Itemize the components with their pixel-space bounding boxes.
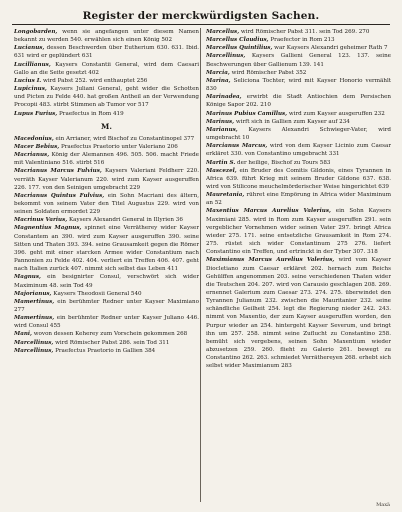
index-entry (14, 143, 199, 151)
entry-text: Kaysers Juliani General, geht wider die Schotten und Picten zu Felde 440. hat großen Antheil an der Verwendung Procopii 483. stirbt Stimmen ab Tumor vor 517 (14, 86, 199, 109)
entry-headword: Lupus Furius, (14, 110, 58, 117)
entry-text: wird vom Kayser Diocletiano zum Caesar erkläret 202. hernach zum Reichs Gehülffen angenommen 203. seine verschiedenen Thaten wider die Teutschen 204. 207. wird von Carausio geschlagen 208. 269. ernennet Galerium zum Caesar 273. 274. 275. überwindet den Tyrannen Julianum 232. zwischen die Mauritanier 232. seine schändliche Geilheit 254. legt die Regierung nieder 242. 243. nimmt von Maxentio, der zum Kayser ausgeruffen worden, den Purpur wieder an 254. hintergeht Kayser Severum, und bringt ihn um 257. 258. nimmt seine Zuflucht zu Constantino 258. bemüht sich vergebens, seinen Sohn Maxentium wieder abzusetzen 259. 260. flieht zu Galerio 261. bewegt zu Constantino 262. 263. schmiedet Verräthereyen 268. erhebt sich selbst wider Maximianum 283 (206, 257, 391, 370)
index-entry (206, 36, 391, 44)
index-entry (14, 167, 199, 191)
index-entry (14, 273, 199, 289)
entry-text: ein Bruder des Comitis Gildonis, eines Tyrannen in Africa 639. führt Krieg mit seinem Bruder Gildone 637. 638. wird von Stilicone meuchelmörderischer Weise hingerichtet 639 (206, 167, 391, 190)
entry-headword: Magnus, (14, 274, 41, 281)
entry-text: Kaysers Constantii General, wird dem Caesari Gallo an die Seite gesetzt 402 (14, 61, 199, 76)
index-entry (206, 191, 391, 207)
entry-text: Kaysers Gallieni General 123. 137. seine Beschwerungen über Gallienum 139. 141 (206, 53, 391, 68)
entry-text: wird zum Kayser ausgeruffen 232 (287, 110, 385, 117)
index-entry (14, 61, 199, 77)
index-entry (14, 135, 199, 143)
entry-headword: Macrianus Quintus Fulvius, (14, 192, 105, 199)
entry-text: König der Alemannen 496. 505. 506. macht Friede mit Valentiniano 516. stirbt 516 (14, 152, 199, 167)
entry-headword: Macrianus Marcus Fulvius, (14, 168, 102, 175)
entry-text: spinnet eine Verrätherey wider Kayser Constantem an 390. wird zum Kayser ausgeruffen 390. seine Sitten und Thaten 393. 394. seine Grausamkeit gegen die Römer 396. geht mit einer starcken Armee wider Constantium nach Pannonien zu Felde 402. 404. verliert ein Treffen 406. 407. geht nach Italien zurück 407. nimmt sich selbst das Leben 411 (14, 225, 199, 273)
entry-headword: Marianus, (206, 126, 238, 133)
index-entry (206, 256, 391, 370)
entry-headword: Marina, (206, 77, 231, 84)
entry-text: Kaysers Valeriani Feldherr 220. verräth Kayser Valerianum 220. wird zum Kayser ausgeruffen 226. 177. von den Seinigen umgebracht 229 (14, 168, 199, 191)
index-entry (14, 44, 199, 60)
entry-text: Praefectus in Rom 419 (57, 110, 124, 117)
page-title: Register der merckwürdigsten Sachen. (82, 10, 320, 22)
entry-text: der heilige, Bischof zu Tours 583 (235, 159, 331, 166)
entry-text: rühret eine Empörung in Africa wider Maximinum an 52 (206, 192, 391, 207)
entry-headword: Marcellus, (206, 29, 240, 35)
entry-text: wird Römischer Pabst 286. sein Tod 311 (53, 339, 170, 346)
entry-text: Praefectus Praetorio unter Valeriano 206 (59, 143, 178, 150)
index-entry (206, 52, 391, 68)
entry-headword: Marinadea, (206, 94, 242, 101)
entry-headword: Mamertinus, (14, 315, 55, 322)
entry-text: erwirbt die Stadt Antiochien dem Persischen Könige Sapor 202. 210 (206, 94, 391, 109)
entry-text: dessen Beschwerden über Eutherium 630. 631. Ibid. 631 wird er geplündert 631 (14, 45, 199, 60)
entry-headword: Lupicinus, (14, 86, 47, 93)
entry-headword: Marcia, (206, 69, 230, 76)
index-entry (206, 167, 391, 191)
entry-headword: Macer Bebius, (14, 143, 60, 150)
entry-text: Kaysers Theodosii General 540 (51, 290, 142, 297)
entry-headword: Marcellinus, (14, 339, 54, 346)
header-rule (12, 24, 390, 25)
entry-text: wird Pabst 252. wird enthauptet 256 (41, 77, 148, 84)
entry-text: Kaysers Alexandri General in Illyrien 36 (67, 217, 183, 224)
entry-headword: Marcellinus, (206, 53, 246, 60)
entry-text: ein Arrianer, wird Bischof zu Constantinopel 377 (53, 135, 195, 142)
entry-text: wirft sich in Gallien zum Kayser auf 234 (234, 118, 350, 125)
entry-text: Praefector in Rom 213 (268, 37, 335, 44)
index-entry (206, 110, 391, 118)
index-entry (14, 216, 199, 224)
entry-text: wird von dem Kayser Licinio zum Caesar erkläret 330. von Constantino umgebracht 331 (206, 143, 391, 158)
entry-headword: Marcellus Quintilius, (206, 45, 273, 52)
entry-text: Kaysers Alexandri Schwieger-Vater, wird umgebracht 10 (206, 126, 391, 142)
index-entry (14, 224, 199, 273)
entry-headword: Mani, (14, 331, 32, 338)
entry-headword: Marinus, (206, 118, 235, 125)
left-column-m-entries (14, 135, 199, 355)
entry-headword: Marcellinus, (14, 347, 54, 354)
index-entry (14, 151, 199, 167)
entry-headword: Marcellus Claudius, (206, 37, 269, 44)
index-entry (14, 347, 199, 355)
entry-headword: Maximianus Marcus Aurelius Valerius, (206, 257, 335, 264)
entry-headword: Marcianus Marcus, (206, 143, 268, 150)
entry-text: wovon dessen Keherey zum Vorschein gekommen 268 (31, 331, 188, 338)
index-entry (206, 118, 391, 126)
index-entry (14, 330, 199, 338)
entry-text: wird Römischer Pabst 311. sein Tod 269. 270 (239, 29, 370, 35)
column-divider (200, 28, 201, 502)
entry-text: ein Sohn Kaysers Maximiani 285. wird in Rom zum Kayser ausgeruffen 291. sein vergeblicher Vornehmen wider seinen Vater 297. bringt Africa wieder 275. 171. seine entsetzliche Grausamkeit in Rom 274. 275. rüstet sich wider Constantinum 275 276. liefert Constantino ein Treffen, und ertrinckt in der Tyber 307. 318 (206, 208, 391, 256)
index-entry (14, 192, 199, 216)
right-column-entries (206, 28, 391, 371)
entry-headword: Lucillianus, (14, 61, 51, 68)
index-entry (14, 290, 199, 298)
left-column (14, 28, 199, 506)
right-column (206, 28, 391, 506)
entry-headword: Maxentius Marcus Aurelius Valerius, (206, 208, 331, 215)
index-entry (206, 28, 391, 36)
entry-headword: Lucius I. (14, 77, 42, 84)
entry-text: ein besignirter Consul, verschwört sich wider Maximinum 48. sein Tod 49 (14, 274, 199, 289)
entry-headword: Marinus Pubius Camillus, (206, 110, 288, 117)
index-entry (206, 159, 391, 167)
section-letter: M. (101, 121, 112, 131)
entry-headword: Mascezel, (206, 167, 237, 174)
entry-text: Seliciona Tochter, wird mit Kayser Honorio vermählt 830 (206, 77, 391, 93)
entry-headword: Lucianus, (14, 45, 45, 52)
index-entry (14, 28, 199, 44)
index-entry (206, 93, 391, 109)
entry-headword: Macrianus, (14, 152, 50, 159)
corner-mark: Maxä (376, 502, 390, 508)
entry-headword: Mauretania, (206, 192, 245, 199)
entry-text: wenn sie angefangen unter diesem Namen bekannt zu werden 540. erwählen sich einen König 502 (14, 29, 199, 44)
index-entry (14, 339, 199, 347)
index-entry (14, 85, 199, 109)
entry-headword: Majorianus, (14, 290, 52, 297)
entry-text: ein Sohn Macriani des ältern, bekommt von seinem Vater den Titel Augustus 229. wird von seinen Soldaten ermordet 229 (14, 192, 199, 216)
entry-headword: Macedonius, (14, 135, 54, 142)
index-entry (14, 298, 199, 314)
left-column-top-entries (14, 28, 199, 118)
entry-text: ein berühmter Redner unter Kayser Juliano 446. wird Consul 455 (14, 315, 199, 330)
entry-headword: Macrinus Varius, (14, 217, 68, 224)
index-entry (206, 77, 391, 93)
entry-text: wird Römischer Pabst 352 (229, 69, 307, 76)
index-entry (14, 110, 199, 118)
index-entry (206, 142, 391, 158)
entry-headword: Magnentius Magnus, (14, 225, 82, 232)
index-entry (206, 44, 391, 52)
index-entry (206, 69, 391, 77)
entry-headword: Martin S. (206, 159, 236, 166)
entry-text: ein berühmter Redner unter Kayser Maximiano 277 (14, 298, 199, 313)
index-entry (14, 314, 199, 330)
index-entry (14, 77, 199, 85)
entry-headword: Longobarden, (14, 29, 58, 35)
entry-text: war Kaysers Alexandri geheimer Rath 7 (272, 45, 388, 52)
index-entry (206, 207, 391, 256)
index-entry (206, 126, 391, 142)
entry-text: Praefectus Praetorio in Gallien 384 (53, 347, 156, 354)
entry-headword: Mamertinus, (14, 298, 55, 305)
